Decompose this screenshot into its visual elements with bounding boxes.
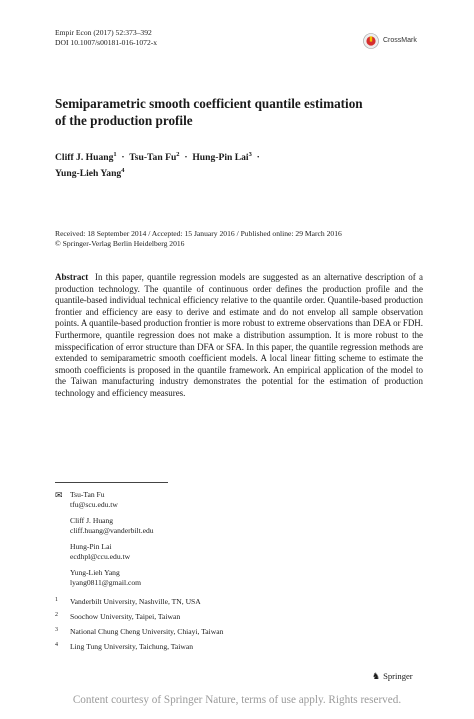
author-name: Hung-Pin Lai — [192, 152, 249, 164]
footnote-divider — [55, 482, 168, 483]
author-name: Tsu-Tan Fu — [129, 152, 177, 164]
author-name: Cliff J. Huang — [55, 152, 114, 164]
affiliation-number: 2 — [55, 612, 58, 618]
author-affil-sup: 1 — [113, 151, 117, 158]
journal-citation: Empir Econ (2017) 52:373–392 — [55, 28, 152, 37]
author-affil-sup: 3 — [248, 151, 252, 158]
author-separator: · — [121, 152, 125, 164]
journal-header — [55, 28, 157, 48]
crossmark-badge[interactable] — [363, 33, 433, 51]
contact-email[interactable]: tfu@scu.edu.tw — [70, 500, 118, 509]
crossmark-label: CrossMark — [383, 37, 417, 44]
abstract — [55, 272, 423, 400]
author-separator: · — [256, 152, 260, 164]
affiliation-number: 4 — [55, 642, 58, 648]
affiliation-number: 3 — [55, 627, 58, 633]
title-line-1: Semiparametric smooth coefficient quantile estimation — [55, 96, 363, 111]
publication-dates — [55, 229, 435, 249]
springer-horse-icon: ♞ — [372, 671, 381, 681]
affiliation-number: 1 — [55, 597, 58, 603]
courtesy-footer: Content courtesy of Springer Nature, terms of use apply. Rights reserved. — [72, 694, 402, 706]
author-list — [55, 148, 385, 180]
author-affil-sup: 4 — [121, 167, 125, 175]
publisher-logo — [372, 671, 413, 682]
affiliation-text: National Chung Cheng University, Chiayi, Taiwan — [70, 627, 224, 636]
abstract-text: In this paper, quantile regression models are suggested as an alternative description of a production technology. The quantile of continuous order defines the production profile and the quantile-based individual technical efficiency relative to the quantile order. Quantile-based production frontier and efficiency are easy to derive and estimate and do not envelop all sample observation points. A quantile-based production frontier is more robust to extreme observations than DEA or FDH. Furthermore, quantile regression does not make a distribution assumption. It is more robust to the misspecification of error structure than DFA or SFA. In this paper, the quantile regression methods are extended to semiparametric smooth coefficient models. A local linear fitting scheme to estimate the smooth coefficients is proposed in the quantile framework. An empirical application of the model to the Taiwan manufacturing industry demonstrates the potential for the estimation of production technology and efficiency measures. — [55, 272, 423, 398]
affiliation-text: Ling Tung University, Taichung, Taiwan — [70, 642, 194, 651]
author-separator: · — [184, 152, 188, 164]
contact-entry — [70, 568, 141, 588]
contact-email[interactable]: ecdhpl@ccu.edu.tw — [70, 552, 131, 561]
contact-entry — [70, 490, 118, 510]
article-title — [55, 95, 415, 129]
envelope-icon: ✉ — [55, 490, 63, 500]
contact-name: Tsu-Tan Fu — [70, 490, 105, 499]
contact-entry — [70, 516, 154, 536]
contact-name: Cliff J. Huang — [70, 516, 114, 525]
contact-email[interactable]: cliff.huang@vanderbilt.edu — [70, 526, 154, 535]
title-line-2: of the production profile — [55, 113, 193, 128]
abstract-heading: Abstract — [55, 272, 89, 282]
affiliation-text: Vanderbilt University, Nashville, TN, USA — [70, 597, 201, 606]
dates-line: Received: 18 September 2014 / Accepted: 15 January 2016 / Published online: 29 March 2016 — [55, 229, 342, 238]
affiliation-text: Soochow University, Taipei, Taiwan — [70, 612, 181, 621]
crossmark-icon — [363, 33, 379, 49]
copyright-line: © Springer-Verlag Berlin Heidelberg 2016 — [55, 239, 185, 248]
doi: DOI 10.1007/s00181-016-1072-x — [55, 38, 158, 47]
contact-email[interactable]: lyang0811@gmail.com — [70, 578, 142, 587]
author-name: Yung-Lieh Yang — [55, 168, 122, 180]
publisher-name: Springer — [383, 671, 413, 681]
contact-entry — [70, 542, 130, 562]
contact-name: Yung-Lieh Yang — [70, 568, 120, 577]
contact-name: Hung-Pin Lai — [70, 542, 112, 551]
author-affil-sup: 2 — [176, 151, 180, 158]
